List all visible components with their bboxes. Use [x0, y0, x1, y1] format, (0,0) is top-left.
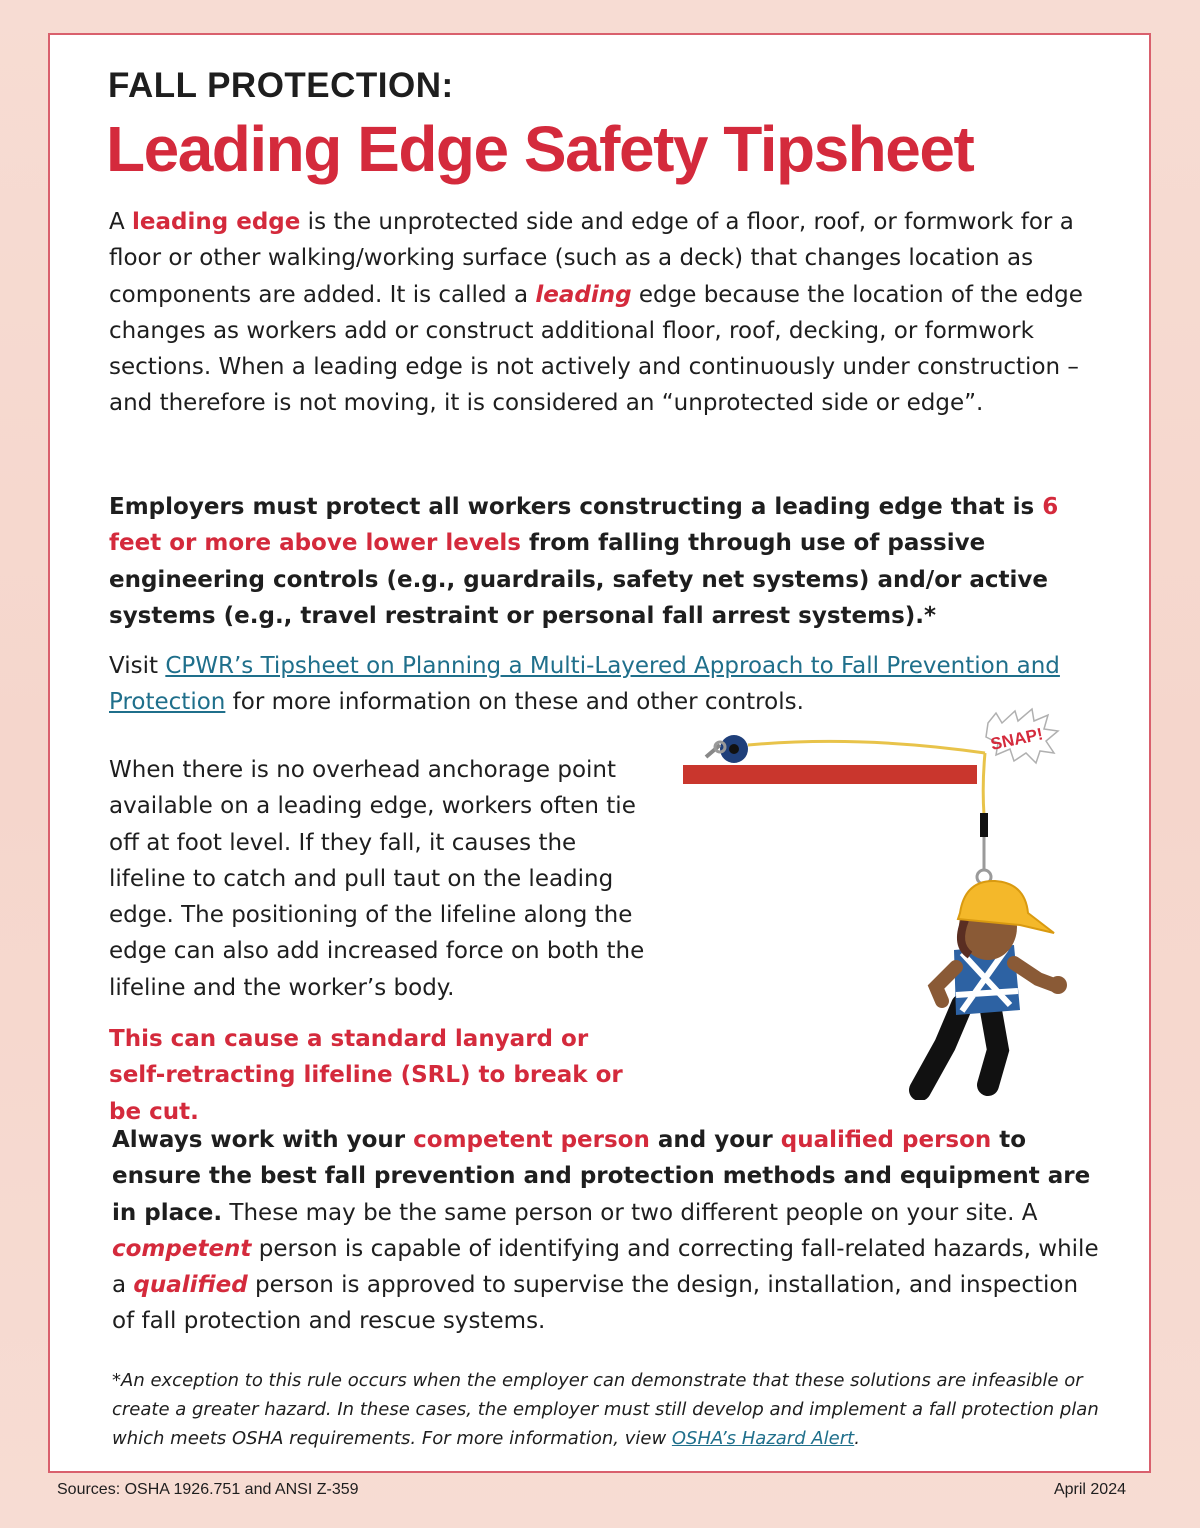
warning-paragraph: This can cause a standard lanyard or self-retracting lifeline (SRL) to break or be cut.: [109, 1026, 623, 1125]
visit-paragraph: Visit CPWR’s Tipsheet on Planning a Multi-Layered Approach to Fall Prevention and Protection for more information on these and other controls.: [109, 653, 1060, 716]
worker-leg: [920, 1005, 962, 1090]
anchorage-paragraph: When there is no overhead anchorage point available on a leading edge, workers often tie off at foot level. If they fall, it causes the lifeline to catch and pull taut on the leading edge. The positioning of the lifeline along the edge can also add increased force on both the lifeline and the worker’s body.: [109, 757, 645, 1001]
osha-hazard-alert-link[interactable]: OSHA’s Hazard Alert: [671, 1428, 855, 1449]
page-kicker: FALL PROTECTION:: [108, 66, 454, 105]
qualified-person-term: qualified person: [780, 1127, 992, 1153]
publication-date: April 2024: [1053, 1481, 1126, 1498]
term-leading-edge: leading edge: [132, 209, 301, 235]
footnote: *An exception to this rule occurs when the employer can demonstrate that these solutions are infeasible or create a greater hazard. In these cases, the employer must still develop and implement a fall protection plan which meets OSHA requirements. For more information, view OSHA’s Hazard Alert.: [112, 1370, 1099, 1449]
intro-paragraph: A leading edge is the unprotected side and edge of a floor, roof, or formwork for a floor or other walking/working surface (such as a deck) that changes location as components are added. It is called a leading edge because the location of the edge changes as workers add or construct additional floor, roof, decking, or formwork sections. When a leading edge is not actively and continuously under construction – and therefore is not moving, it is considered an “unprotected side or edge”.: [109, 209, 1083, 417]
term-leading: leading: [535, 281, 632, 308]
page-title: Leading Edge Safety Tipsheet: [106, 113, 974, 185]
snap-label: SNAP!: [988, 724, 1045, 754]
sources-line: Sources: OSHA 1926.751 and ANSI Z-359: [57, 1481, 359, 1498]
cpwr-tipsheet-link[interactable]: CPWR’s Tipsheet on Planning a Multi-Layered Approach to Fall Prevention and Protection: [109, 653, 1060, 716]
worker-arm: [936, 967, 956, 1001]
competent-person-term: competent person: [413, 1127, 650, 1153]
worker-leg: [988, 1005, 998, 1085]
requirement-paragraph: Employers must protect all workers constructing a leading edge that is 6 feet or more above lower levels from falling through use of passive engineering controls (e.g., guardrails, safety net systems) and/or active systems (e.g., travel restraint or personal fall arrest systems).*: [109, 494, 1059, 629]
leading-edge-beam: [683, 765, 977, 784]
height-highlight: 6 feet or more above lower levels: [109, 494, 1059, 557]
falling-worker-illustration: [670, 705, 1090, 1100]
lifeline: [748, 741, 985, 753]
worker-arm: [1014, 963, 1054, 985]
people-paragraph: Always work with your competent person and your qualified person to ensure the best fall prevention and protection methods and equipment are in place. These may be the same person or two different people on your site. A competent person is capable of identifying and correcting fall-related hazards, while a qualified person is approved to supervise the design, installation, and inspection of fall protection and rescue systems.: [112, 1127, 1099, 1335]
